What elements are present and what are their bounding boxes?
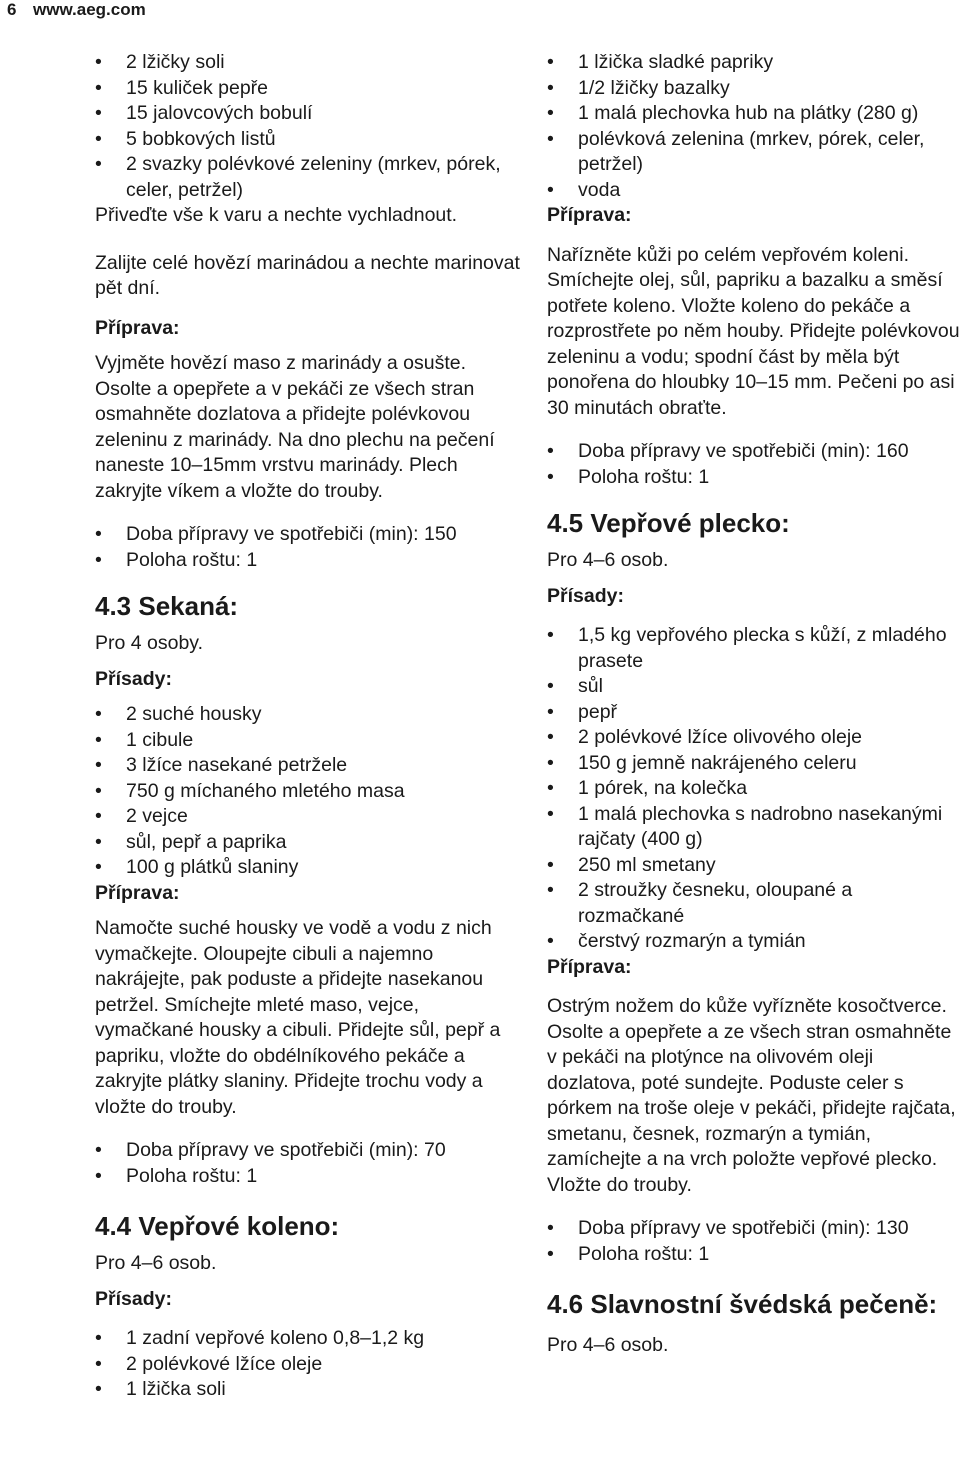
section-label: Příprava: [95,316,180,339]
paragraph: Nařízněte kůži po celém vepřovém koleni. Smíchejte olej, sůl, papriku a bazalku a směsí potřete koleno. Vložte koleno do pekáče a rozprostřete po něm houby. Přidejte polévkovou zeleninu a vodu; spodní část by měla být ponořena do hloubky 10–15 mm. Pečeni po asi 30 minutách obraťte. [547,243,960,419]
section-label: Přísady: [95,1287,172,1310]
list-item: • 1 zadní vepřové koleno 0,8–1,2 kg [95,1327,425,1349]
list-item: • 2 suché housky [95,703,262,725]
page-header [0,0,960,22]
paragraph: Ostrým nožem do kůže vyřízněte kosočtverce. Osolte a opepřete a ze všech stran osmahněte v pekáči na plotýnce na olivovém oleji dozlatova, poté sundejte. Poduste celer s pórkem na troše oleje v pekáči, přidejte rajčata, smetanu, česnek, rozmarýn a tymián, zamíchejte a na vrch položte vepřové plecko. Vložte do trouby. [547,995,956,1196]
list-item: • Poloha roštu: 1 [95,1164,258,1187]
section-heading: 4.6 Slavnostní švédská pečeně: [547,1289,938,1319]
site-url: www.aeg.com [33,0,146,19]
list-item: • 2 polévkové lžíce olivového oleje [547,726,863,748]
list-item: • 150 g jemně nakrájeného celeru [547,751,857,774]
list-item: • 100 g plátků slaniny [95,856,299,878]
list-item: • 5 bobkových listů [95,127,276,150]
list-item: • Doba přípravy ve spotřebiči (min): 130 [547,1217,909,1239]
section-label: Příprava: [547,204,632,226]
page-number: 6 [7,0,17,19]
list-item: • 1 malá plechovka hub na plátky (280 g) [547,102,919,124]
list-item: • 2 svazky polévkové zeleniny (mrkev, pórek, celer, petržel) [95,153,501,201]
list-item: • Doba přípravy ve spotřebiči (min): 160 [547,440,909,462]
paragraph: Pro 4–6 osob. [95,1252,217,1274]
paragraph: Pro 4–6 osob. [547,549,669,571]
list-item: • 1 lžička sladké papriky [547,51,774,73]
list-item: • sůl, pepř a paprika [95,830,287,853]
list-item: • 2 stroužky česneku, oloupané a rozmačkané [547,879,853,927]
list-item: • 1 malá plechovka s nadrobno nasekanými rajčaty (400 g) [547,802,943,850]
list-item: • Poloha roštu: 1 [547,1242,710,1265]
list-item: • 2 vejce [95,805,188,827]
list-item: • 15 jalovcových bobulí [95,102,313,124]
paragraph: Vyjměte hovězí maso z marinády a osušte. Osolte a opepřete a v pekáči ze všech stran osmahněte dozlatova a přidejte polévkovou zeleninu z marinády. Na dno plechu na pečení naneste 10–15mm vrstvu marinády. Plech zakryjte víkem a vložte do trouby. [95,352,495,502]
paragraph: Zalijte celé hovězí marinádou a nechte marinovat pět dní. [95,251,520,299]
paragraph: Pro 4–6 osob. [547,1334,669,1356]
section-heading: 4.3 Sekaná: [95,591,239,621]
list-item: • 1,5 kg vepřového plecka s kůží, z mladého prasete [547,624,947,672]
section-label: Příprava: [95,881,180,904]
section-label: Příprava: [547,955,632,978]
list-item: • Poloha roštu: 1 [547,465,710,488]
list-item: • 3 lžíce nasekané petržele [95,754,348,776]
info-list [95,1138,520,1189]
list-item: • 750 g míchaného mletého masa [95,779,405,802]
ingredient-list [95,702,520,881]
info-list [547,439,960,490]
list-item: • 1/2 lžičky bazalky [547,76,730,99]
list-item: • pepř [547,700,618,723]
spice-list [95,50,520,203]
section-label: Přísady: [95,667,172,690]
section-heading: 4.4 Vepřové koleno: [95,1211,340,1241]
list-item: • 2 lžičky soli [95,51,225,73]
right-column [547,50,960,1359]
list-item: • 2 polévkové lžíce oleje [95,1352,323,1375]
list-item: • 250 ml smetany [547,853,716,876]
list-item: • polévková zelenina (mrkev, pórek, celer, petržel) [547,127,925,175]
list-item: • 1 lžička soli [95,1378,226,1400]
paragraph: Přiveďte vše k varu a nechte vychladnout. [95,204,458,226]
info-list [547,1216,960,1267]
left-column [95,50,520,1403]
list-item: • sůl [547,675,603,697]
ingredient-list [547,50,960,203]
section-label: Přísady: [547,584,624,607]
list-item: • čerstvý rozmarýn a tymián [547,930,806,952]
list-item: • 1 cibule [95,728,194,751]
ingredient-list [95,1326,520,1403]
list-item: • 15 kuliček pepře [95,76,269,99]
info-list [95,522,520,573]
paragraph: Namočte suché housky ve vodě a vodu z nich vymačkejte. Oloupejte cibuli a najemno nakrájejte, pak poduste a přidejte nasekanou petržel. Smíchejte mleté maso, vejce, vymačkané housky a cibuli. Přidejte sůl, pepř a papriku, vložte do obdélníkového pekáče a zakryjte plátky slaniny. Přidejte trochu vody a vložte do trouby. [95,917,501,1118]
paragraph: Pro 4 osoby. [95,632,204,654]
list-item: • voda [547,178,621,201]
section-heading: 4.5 Vepřové plecko: [547,508,790,538]
list-item: • 1 pórek, na kolečka [547,777,748,799]
list-item: • Poloha roštu: 1 [95,548,258,571]
list-item: • Doba přípravy ve spotřebiči (min): 70 [95,1139,446,1161]
ingredient-list [547,623,960,955]
list-item: • Doba přípravy ve spotřebiči (min): 150 [95,523,457,545]
